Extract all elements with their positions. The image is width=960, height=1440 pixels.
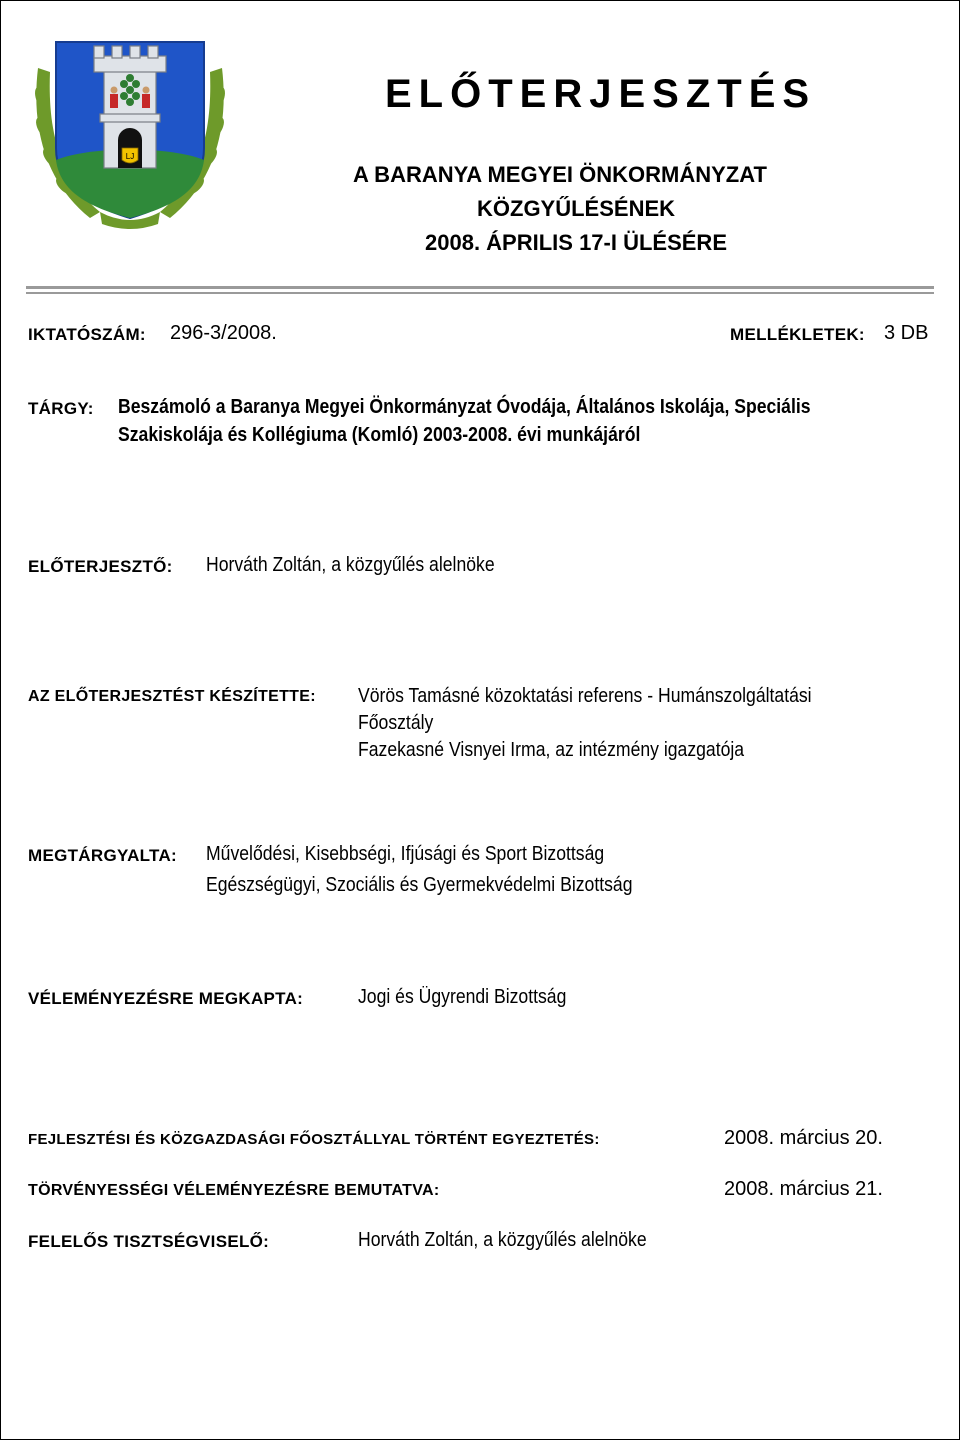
iktatoszam-label: IKTATÓSZÁM: xyxy=(28,325,146,344)
header-line-1: A BARANYA MEGYEI ÖNKORMÁNYZAT xyxy=(353,162,767,187)
targy-label: TÁRGY: xyxy=(28,399,94,418)
megtargyalta-label: MEGTÁRGYALTA: xyxy=(28,846,178,865)
mellekletek-value: 3 DB xyxy=(884,322,929,344)
keszitette-line-1: Vörös Tamásné közoktatási referens - Humánszolgáltatási xyxy=(358,685,812,707)
egyeztetes-label: FEJLESZTÉSI ÉS KÖZGAZDASÁGI FŐOSZTÁLLYAL TÖRTÉNT EGYEZTETÉS: xyxy=(28,1131,600,1148)
logo-letters: LJ xyxy=(125,152,135,161)
mellekletek-label: MELLÉKLETEK: xyxy=(730,325,865,344)
divider-rule-top xyxy=(26,286,934,289)
header-line-2: KÖZGYŰLÉSÉNEK xyxy=(477,196,676,221)
targy-line-2: Szakiskolája és Kollégiuma (Komló) 2003-2008. évi munkájáról xyxy=(118,424,641,446)
torvenyesseg-label: TÖRVÉNYESSÉGI VÉLEMÉNYEZÉSRE BEMUTATVA: xyxy=(28,1182,440,1199)
megtargyalta-line-1: Művelődési, Kisebbségi, Ifjúsági és Sport Bizottság xyxy=(206,843,605,865)
document-title: ELŐTERJESZTÉS xyxy=(385,72,817,116)
divider-rule-bottom xyxy=(26,292,934,294)
header-line-3: 2008. ÁPRILIS 17-I ÜLÉSÉRE xyxy=(425,230,727,255)
keszitette-line-3: Fazekasné Visnyei Irma, az intézmény igazgatója xyxy=(358,739,745,761)
coat-of-arms-icon xyxy=(30,28,230,234)
egyeztetes-value: 2008. március 20. xyxy=(724,1127,883,1149)
felelos-label: FELELŐS TISZTSÉGVISELŐ: xyxy=(28,1232,270,1251)
megtargyalta-line-2: Egészségügyi, Szociális és Gyermekvédelmi Bizottság xyxy=(206,874,633,896)
torvenyesseg-value: 2008. március 21. xyxy=(724,1178,883,1200)
velemenyezes-value: Jogi és Ügyrendi Bizottság xyxy=(358,986,567,1008)
eloterjeszto-value: Horváth Zoltán, a közgyűlés alelnöke xyxy=(206,554,495,576)
targy-line-1: Beszámoló a Baranya Megyei Önkormányzat Óvodája, Általános Iskolája, Speciális xyxy=(118,396,811,418)
keszitette-label: AZ ELŐTERJESZTÉST KÉSZÍTETTE: xyxy=(28,688,316,705)
iktatoszam-value: 296-3/2008. xyxy=(170,322,277,344)
keszitette-line-2: Főosztály xyxy=(358,712,434,734)
felelos-value: Horváth Zoltán, a közgyűlés alelnöke xyxy=(358,1229,647,1251)
eloterjeszto-label: ELŐTERJESZTŐ: xyxy=(28,557,173,576)
velemenyezes-label: VÉLEMÉNYEZÉSRE MEGKAPTA: xyxy=(28,989,304,1008)
